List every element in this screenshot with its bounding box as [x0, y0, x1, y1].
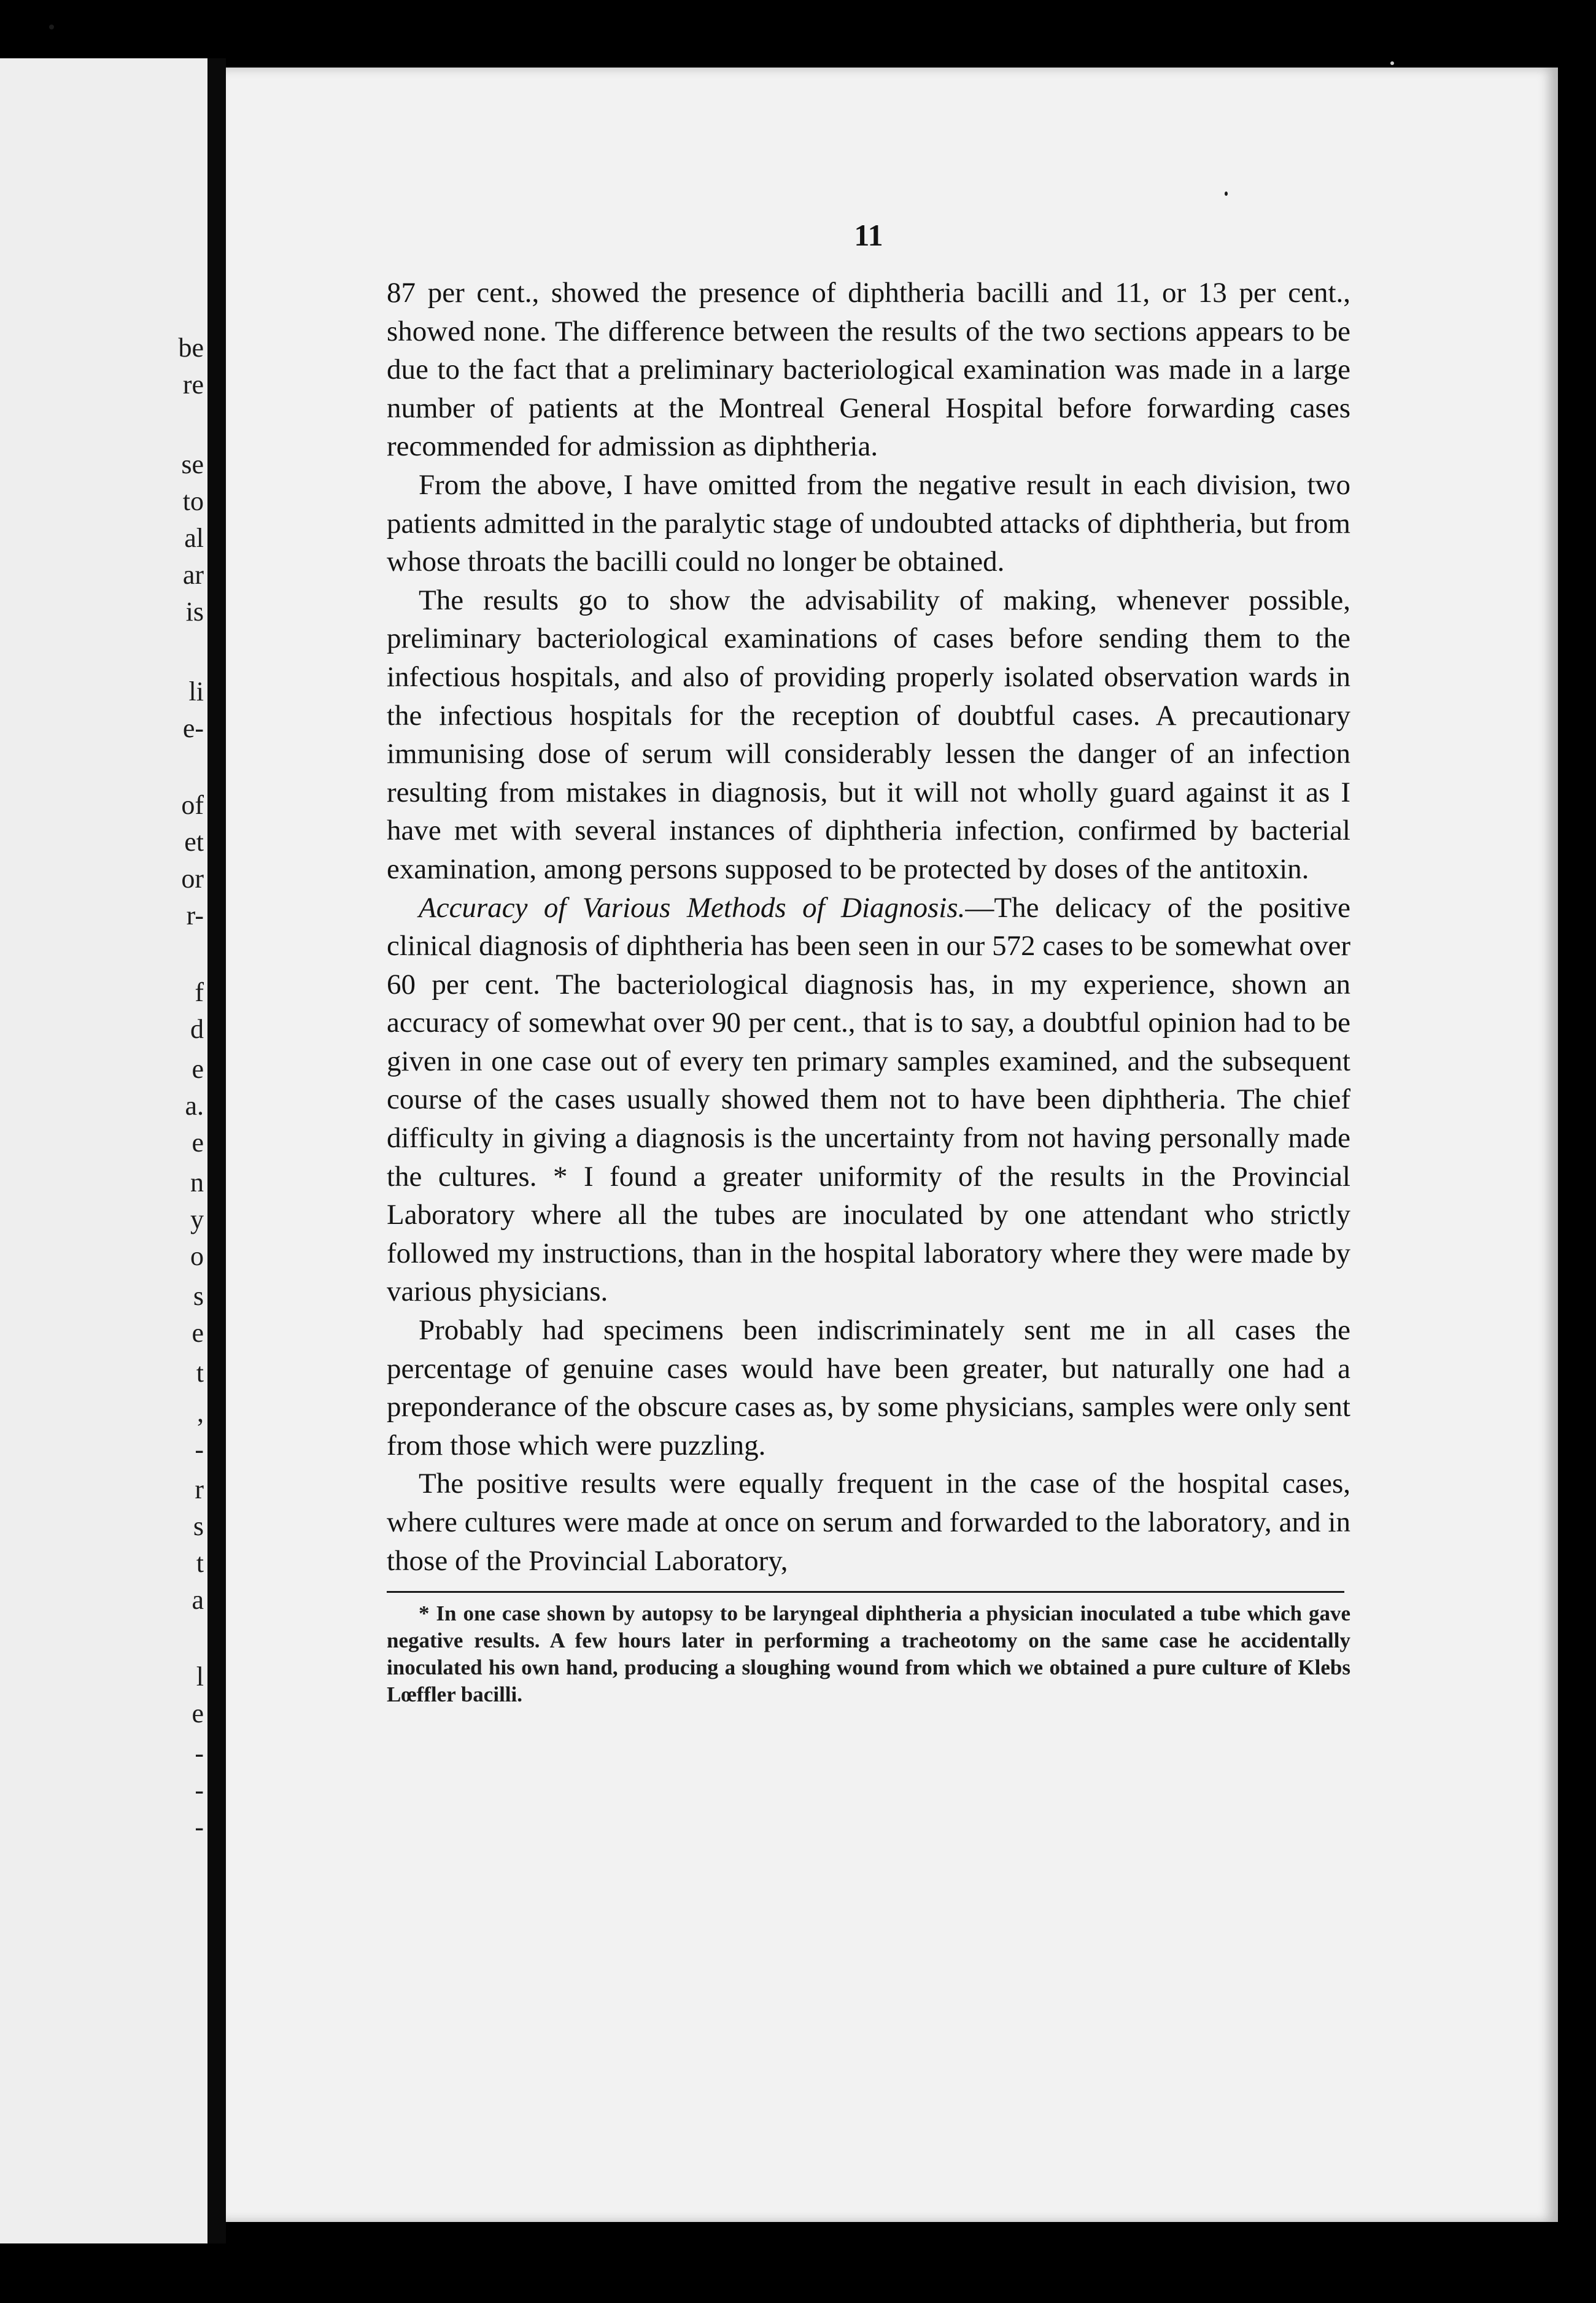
- facing-page-fragment: li: [188, 676, 204, 706]
- paragraph: [387, 1465, 1350, 1580]
- facing-page-fragment: e: [192, 1128, 204, 1158]
- paragraph: [387, 274, 1350, 466]
- facing-page-fragment: n: [190, 1167, 204, 1198]
- facing-page-fragment: to: [182, 486, 204, 516]
- facing-page-fragment: re: [182, 370, 204, 400]
- paragraph: [387, 889, 1350, 1312]
- facing-page-fragment: ,: [197, 1398, 204, 1428]
- facing-page-fragment: r-: [186, 900, 204, 931]
- facing-page-fragment: e: [192, 1054, 204, 1084]
- facing-page-fragment: y: [190, 1204, 204, 1234]
- facing-page-fragment: is: [185, 597, 204, 627]
- facing-page-edge: [0, 58, 207, 2243]
- facing-page-fragment: o: [190, 1241, 204, 1271]
- facing-page-fragment: s: [193, 1511, 204, 1541]
- facing-page-fragment: e-: [182, 713, 204, 743]
- facing-page-fragment: l: [196, 1662, 204, 1692]
- facing-page-fragment: -: [195, 1775, 204, 1805]
- facing-page-fragment: or: [181, 864, 204, 894]
- facing-page-fragment: et: [184, 827, 204, 857]
- facing-page-fragment: t: [196, 1548, 204, 1578]
- footnote: [387, 1600, 1350, 1708]
- facing-page-fragment: s: [193, 1281, 204, 1311]
- paragraph-text: The results go to show the advisability of making, whenever possible, preliminary bacteriological examinations of cases before sending them to the infectious hospitals, and also of providing properly isolated observation wards in the infectious hospitals for the reception of doubtful cases. A precautionary immunising dose of serum will considerably lessen the danger of an infection resulting from mistakes in diagnosis, but it will not wholly guard against it as I have met with several instances of diphtheria infection, confirmed by bacterial examination, among persons supposed to be protected by doses of the antitoxin.: [387, 584, 1350, 885]
- scanned-page: [226, 68, 1558, 2222]
- facing-page-fragment: -: [195, 1434, 204, 1465]
- facing-page-fragment: -: [195, 1812, 204, 1842]
- paragraph: [387, 581, 1350, 889]
- footnote-text: * In one case shown by autopsy to be laryngeal diphtheria a physician inoculated a tube which gave negative results. A few hours later in performing a tracheotomy on the same case he accidentally inoculated his own hand, producing a sloughing wound from which we obtained a pure culture of Klebs Lœffler bacilli.: [387, 1601, 1350, 1707]
- paragraph-text: From the above, I have omitted from the negative result in each division, two patients admitted in the paralytic stage of undoubted attacks of diphtheria, but from whose throats the bacilli could no longer be obtained.: [387, 468, 1350, 578]
- paragraph-text: —The delicacy of the positive clinical diagnosis of diphtheria has been seen in our 572 cases to be somewhat over 60 per cent. The bacteriological diagnosis has, in my experience, shown an accuracy of somewhat over 90 per cent., that is to say, a doubtful opinion had to be given in one case out of every ten primary samples examined, and the subsequent course of the cases usually showed them not to have been diphtheria. The chief difficulty in giving a diagnosis is the uncertainty from not having personally made the cultures. * I found a greater uniformity of the results in the Provincial Laboratory where all the tubes are inoculated by one attendant who strictly followed my instructions, than in the hospital laboratory where they were made by various physicians.: [387, 891, 1350, 1308]
- facing-page-fragment: e: [192, 1318, 204, 1348]
- facing-page-fragment: d: [190, 1014, 204, 1044]
- scan-speck: [49, 25, 54, 29]
- paragraph-text: The positive results were equally frequent in the case of the hospital cases, where cultures were made at once on serum and forwarded to the laboratory, and in those of the Provincial Laboratory,: [387, 1468, 1350, 1577]
- facing-page-fragment: -: [195, 1738, 204, 1768]
- paragraph: [387, 466, 1350, 581]
- paragraph: [387, 1311, 1350, 1465]
- facing-page-fragment: ar: [182, 560, 204, 590]
- page-number: 11: [854, 218, 883, 252]
- facing-page-fragment: se: [181, 449, 204, 479]
- facing-page-fragment: be: [178, 333, 204, 363]
- scan-speck: [1390, 61, 1394, 65]
- paragraph-text: 87 per cent., showed the presence of diphtheria bacilli and 11, or 13 per cent., showed none. The difference between the results of the two sections appears to be due to the fact that a preliminary bacteriological examination was made in a large number of patients at the Montreal General Hospital before forwarding cases recommended for admission as diphtheria.: [387, 277, 1350, 463]
- facing-page-fragment: al: [184, 523, 204, 553]
- page-content: [387, 218, 1350, 1708]
- facing-page-fragment: f: [195, 977, 204, 1007]
- body-text: [387, 274, 1350, 1580]
- book-gutter: [207, 58, 226, 2243]
- scan-speck: [1225, 192, 1228, 196]
- facing-page-fragment: of: [181, 790, 204, 820]
- paragraph-text: Probably had specimens been indiscriminately sent me in all cases the percentage of genuine cases would have been greater, but naturally one had a preponderance of the obscure cases as, by some physicians, samples were only sent from those which were puzzling.: [387, 1314, 1350, 1461]
- section-heading: Accuracy of Various Methods of Diagnosis.: [419, 891, 966, 924]
- facing-page-fragment: e: [192, 1698, 204, 1728]
- footnote-rule: [387, 1591, 1344, 1593]
- facing-page-fragment: t: [196, 1358, 204, 1388]
- facing-page-fragment: a: [192, 1585, 204, 1615]
- facing-page-fragment: r: [195, 1474, 204, 1504]
- facing-page-fragment: a.: [185, 1091, 204, 1121]
